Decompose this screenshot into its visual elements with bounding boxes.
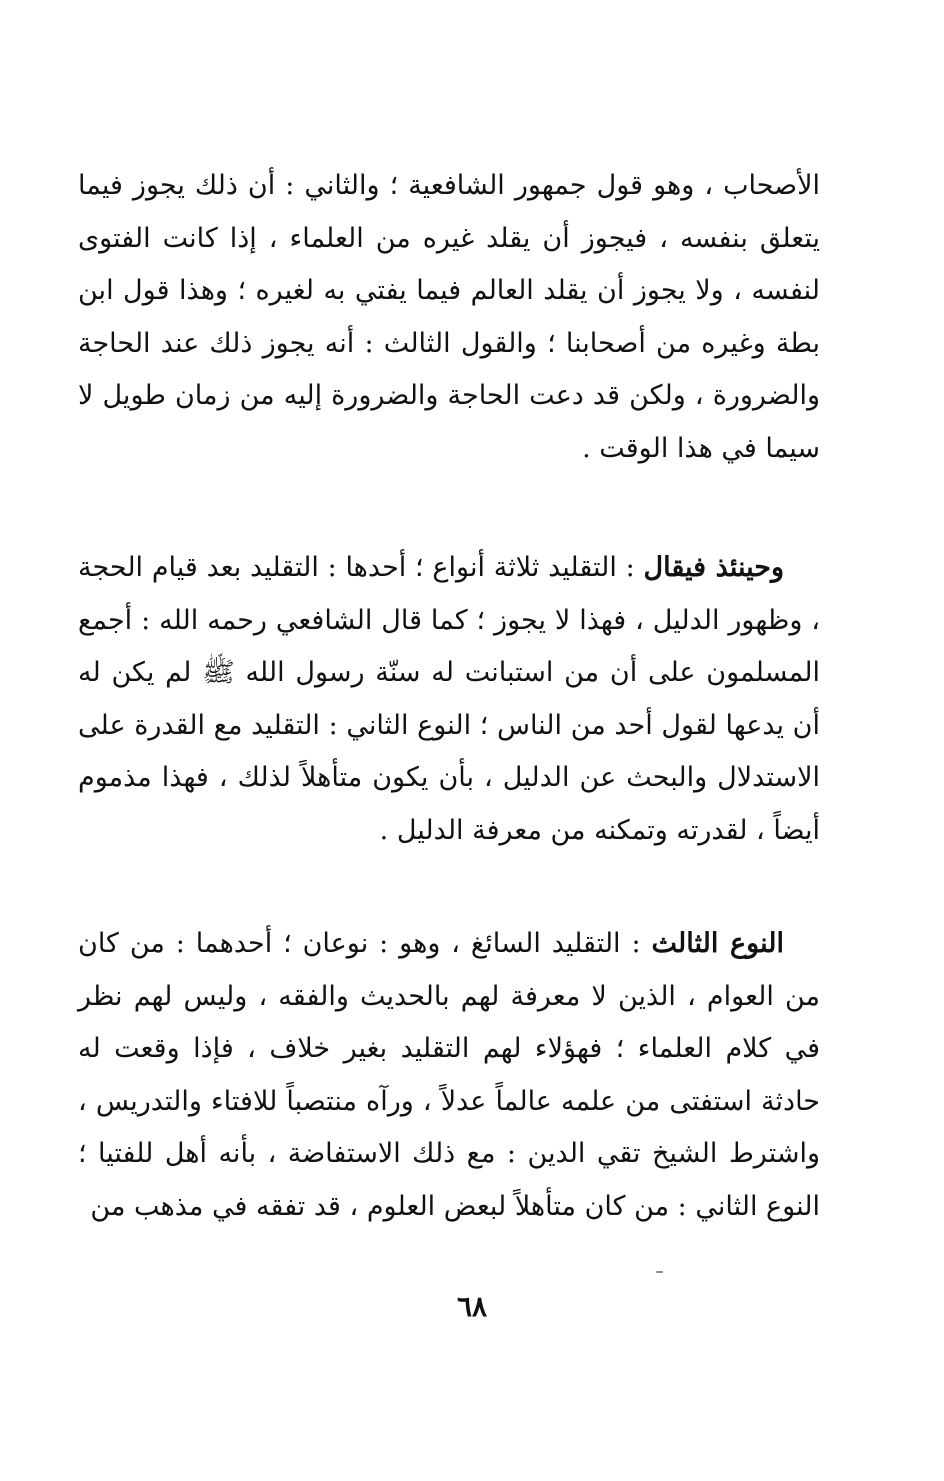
paragraph-1 (78, 160, 820, 475)
paragraph-2-lead: وحينئذ فيقال (643, 552, 784, 583)
paragraph-3-text: : التقليد السائغ ، وهو : نوعان ؛ أحدهما : من كان من العوام ، الذين لا معرفة لهم بالحديث والفقه ، وليس لهم نظر في كلام العلماء ؛ فهؤلاء لهم التقليد بغير خلاف ، فإذا وقعت له حادثة استفتى من علمه عالماً عدلاً ، ورآه منتصباً للافتاء والتدريس ، واشترط الشيخ تقي الدين : مع ذلك الاستفاضة ، بأنه أهل للفتيا ؛ النوع الثاني : من كان متأهلاً لبعض العلوم ، قد تفقه في مذهب من (78, 928, 820, 1222)
scan-speck (656, 1271, 663, 1273)
paragraph-1-text: الأصحاب ، وهو قول جمهور الشافعية ؛ والثاني : أن ذلك يجوز فيما يتعلق بنفسه ، فيجوز أن يقلد غيره من العلماء ، إذا كانت الفتوى لنفسه ، ولا يجوز أن يقلد العالم فيما يفتي به لغيره ؛ وهذا قول ابن بطة وغيره من أصحابنا ؛ والقول الثالث : أنه يجوز ذلك عند الحاجة والضرورة ، ولكن قد دعت الحاجة والضرورة إليه من زمان طويل لا سيما في هذا الوقت . (78, 170, 820, 464)
paragraph-3 (78, 918, 820, 1233)
paragraph-3-lead: النوع الثالث (651, 928, 784, 959)
paragraph-2 (78, 542, 820, 857)
paragraph-2-text: : التقليد ثلاثة أنواع ؛ أحدها : التقليد بعد قيام الحجة ، وظهور الدليل ، فهذا لا يجوز ؛ كما قال الشافعي رحمه الله : أجمع المسلمون على أن من استبانت له سنّة رسول الله ﷺ لم يكن له أن يدعها لقول أحد من الناس ؛ النوع الثاني : التقليد مع القدرة على الاستدلال والبحث عن الدليل ، بأن يكون متأهلاً لذلك ، فهذا مذموم أيضاً ، لقدرته وتمكنه من معرفة الدليل . (78, 552, 820, 846)
page-number: ٦٨ (456, 1290, 488, 1323)
